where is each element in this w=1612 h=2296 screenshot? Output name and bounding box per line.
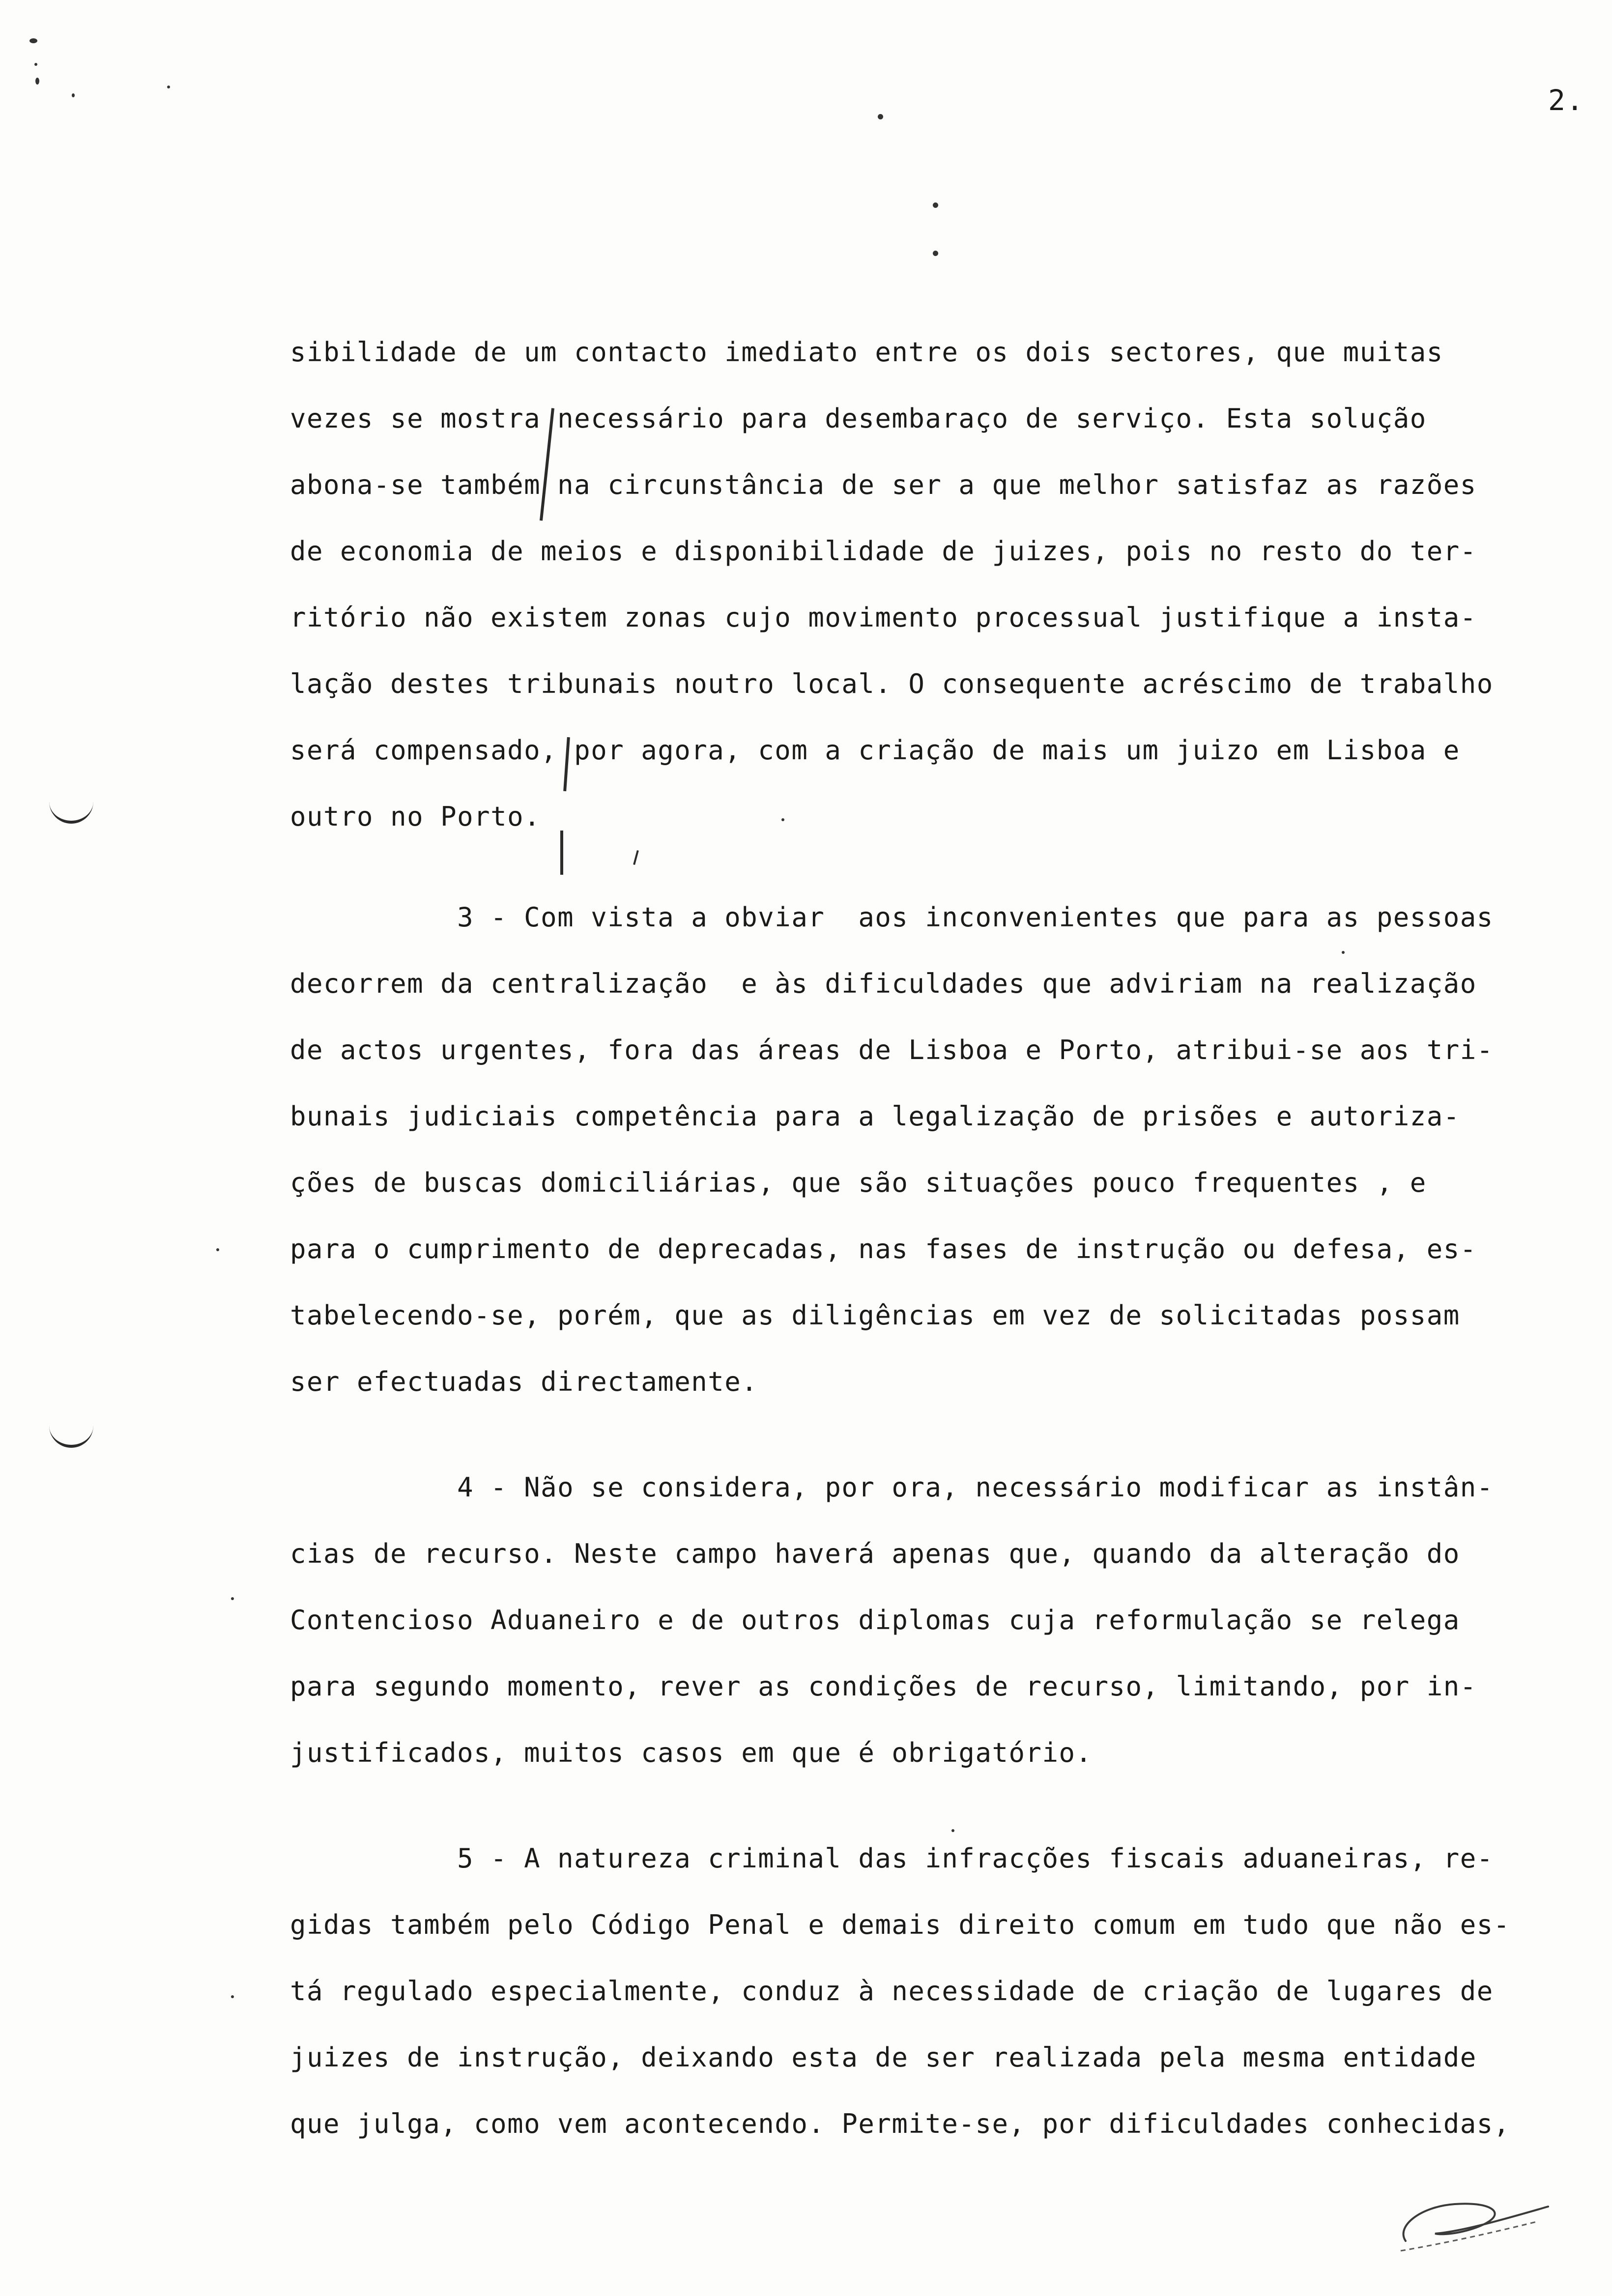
text-line: abona-se também na circunstância de ser a que melhor satisfaz as razões: [290, 469, 1477, 500]
scan-speck: [72, 93, 75, 97]
text-line: bunais judiciais competência para a legalização de prisões e autoriza-: [290, 1101, 1460, 1132]
text-line: ritório não existem zonas cujo movimento processual justifique a insta-: [290, 602, 1477, 633]
text-line: gidas também pelo Código Penal e demais direito comum em tudo que não es-: [290, 1909, 1510, 1940]
scan-speck: [216, 1248, 219, 1251]
text-line: 4 - Não se considera, por ora, necessário modificar as instân-: [290, 1472, 1494, 1503]
text-line: que julga, como vem acontecendo. Permite-se, por dificuldades conhecidas,: [290, 2108, 1510, 2139]
text-line: justificados, muitos casos em que é obrigatório.: [290, 1737, 1093, 1768]
scan-speck: [933, 202, 938, 208]
text-line: tabelecendo-se, porém, que as diligências em vez de solicitadas possam: [290, 1300, 1460, 1331]
text-line: cias de recurso. Neste campo haverá apenas que, quando da alteração do: [290, 1538, 1460, 1569]
scan-speck: [878, 114, 883, 119]
text-line: outro no Porto.: [290, 801, 541, 832]
text-line: Contencioso Aduaneiro e de outros diplomas cuja reformulação se relega: [290, 1605, 1460, 1636]
text-line: 5 - A natureza criminal das infracções fiscais aduaneiras, re-: [290, 1843, 1494, 1874]
text-line: será compensado, por agora, com a criação de mais um juizo em Lisboa e: [290, 735, 1460, 766]
text-line: vezes se mostra necessário para desembaraço de serviço. Esta solução: [290, 403, 1427, 434]
text-line: de economia de meios e disponibilidade de juizes, pois no resto do ter-: [290, 536, 1477, 567]
pen-stroke: [633, 850, 639, 865]
text-line: ções de buscas domiciliárias, que são situações pouco frequentes , e: [290, 1167, 1427, 1198]
scan-speck: [35, 78, 39, 85]
scan-speck: [231, 1995, 234, 1998]
pen-stroke: [560, 831, 563, 875]
handwritten-signature: [1391, 2187, 1553, 2261]
text-line: juizes de instrução, deixando esta de ser realizada pela mesma entidade: [290, 2042, 1477, 2073]
text-line: decorrem da centralização e às dificuldades que adviriam na realização: [290, 968, 1477, 999]
margin-mark: [49, 1425, 93, 1448]
scan-speck: [34, 63, 37, 66]
text-line: para segundo momento, rever as condições de recurso, limitando, por in-: [290, 1671, 1477, 1702]
text-line: de actos urgentes, fora das áreas de Lisboa e Porto, atribui-se aos tri-: [290, 1034, 1494, 1065]
scan-speck: [1342, 951, 1345, 954]
text-line: ser efectuadas directamente.: [290, 1366, 758, 1397]
scan-speck: [167, 86, 170, 88]
text-line: lação destes tribunais noutro local. O consequente acréscimo de trabalho: [290, 668, 1494, 699]
scan-speck: [933, 251, 938, 256]
text-line: tá regulado especialmente, conduz à necessidade de criação de lugares de: [290, 1976, 1494, 2007]
margin-mark: [49, 801, 93, 824]
page-number: 2.: [1548, 84, 1584, 117]
text-line: para o cumprimento de deprecadas, nas fases de instrução ou defesa, es-: [290, 1234, 1477, 1264]
scan-speck: [781, 818, 784, 821]
text-line: 3 - Com vista a obviar aos inconvenientes que para as pessoas: [290, 902, 1494, 933]
scan-speck: [951, 1829, 954, 1832]
text-line: sibilidade de um contacto imediato entre os dois sectores, que muitas: [290, 337, 1443, 368]
scan-speck: [29, 38, 37, 43]
scan-speck: [231, 1597, 234, 1600]
